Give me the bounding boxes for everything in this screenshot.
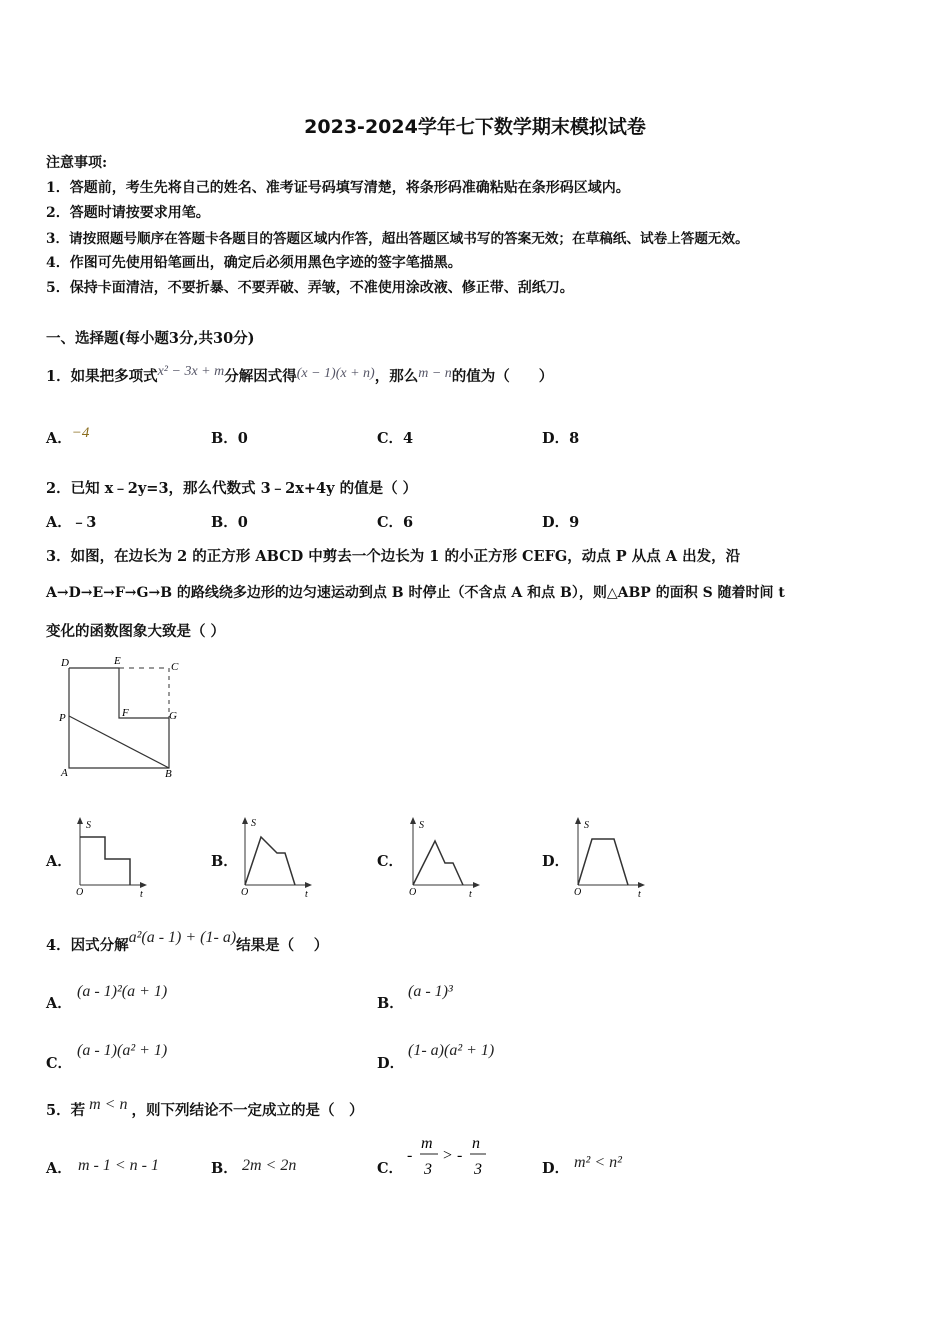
option-d-value: (1- a)(a² + 1) [408, 1042, 495, 1059]
option-value: ﹣3 [71, 514, 97, 531]
greater-sign: > [442, 1147, 453, 1164]
q4-text: 结果是（ ） [236, 937, 329, 954]
q1-text: ，那么 [374, 368, 419, 385]
option-a[interactable] [46, 992, 72, 1013]
option-c[interactable] [377, 511, 413, 532]
option-b[interactable] [377, 992, 404, 1013]
q1-text: 的值为（ ） [451, 368, 554, 385]
numerator-n: n [472, 1135, 480, 1152]
numerator-m: m [421, 1135, 433, 1152]
q1-factored: (x − 1)(x + n) [296, 366, 375, 381]
denominator: 3 [474, 1161, 482, 1178]
q5-text: 5．若 [46, 1102, 86, 1119]
option-a-value: m - 1 < n - 1 [78, 1157, 160, 1174]
option-b[interactable]: B． [211, 853, 238, 870]
option-value: 6 [403, 514, 414, 531]
axis-s-label: S [251, 818, 256, 829]
option-d[interactable] [542, 427, 579, 448]
option-value: 4 [403, 430, 414, 447]
origin-label: O [409, 887, 417, 898]
option-label: D． [542, 514, 570, 531]
option-value: 0 [237, 430, 248, 447]
minus-sign: - [407, 1147, 413, 1164]
option-label: C． [377, 1160, 404, 1177]
square-figure [55, 650, 195, 785]
option-a[interactable] [46, 511, 96, 532]
option-c-value: (a - 1)(a² + 1) [77, 1042, 168, 1059]
option-b[interactable] [211, 427, 248, 448]
option-label: B． [211, 430, 238, 447]
origin-label: O [241, 887, 249, 898]
option-label: A． [46, 430, 72, 447]
option-c[interactable] [377, 1157, 403, 1178]
label-b: B [165, 768, 172, 780]
label-c: C [171, 661, 179, 673]
option-a[interactable] [46, 427, 89, 448]
q5-text: ，则下列结论不一定成立的是（ ） [131, 1102, 364, 1119]
q4-text: 4．因式分解 [46, 937, 129, 954]
question-3-line: A→D→E→F→G→B 的路线绕多边形的边匀速运动到点 B 时停止（不含点 A 和点 B），则△ABP 的面积 S 随着时间 t [46, 585, 785, 601]
question-4 [46, 929, 329, 955]
option-a[interactable] [46, 1157, 72, 1178]
option-b[interactable] [211, 511, 248, 532]
question-5 [46, 1096, 364, 1120]
option-c[interactable] [46, 1052, 72, 1073]
option-c[interactable] [377, 427, 413, 448]
axis-s-label: S [86, 820, 91, 831]
option-value: 9 [569, 514, 580, 531]
option-value: 0 [237, 514, 248, 531]
option-d[interactable]: D． [542, 853, 570, 870]
q1-text: 1．如果把多项式 [46, 368, 158, 385]
label-e: E [114, 655, 121, 667]
option-label: C． [377, 430, 404, 447]
option-a-value: (a - 1)²(a + 1) [77, 983, 168, 1000]
option-d[interactable] [542, 1157, 569, 1178]
label-a: A [61, 767, 68, 779]
option-a[interactable]: A． [46, 853, 72, 870]
label-g: G [169, 710, 177, 722]
axis-s-label: S [419, 820, 424, 831]
option-value: 8 [569, 430, 580, 447]
option-label: A． [46, 1160, 72, 1177]
notice-item: 4．作图可先使用铅笔画出，确定后必须用黑色字迹的签字笔描黑。 [46, 255, 462, 271]
graph-a[interactable] [72, 815, 152, 900]
option-label: C． [46, 1055, 73, 1072]
axis-t-label: t [638, 889, 641, 900]
option-label: A． [46, 514, 72, 531]
option-b[interactable] [211, 1157, 238, 1178]
axis-t-label: t [305, 889, 308, 900]
q1-polynomial: x² − 3x + m [157, 364, 225, 379]
label-p: P [59, 712, 66, 724]
option-label: D． [542, 1160, 570, 1177]
option-b-value: 2m < 2n [242, 1157, 297, 1174]
page-title: 2023-2024学年七下数学期末模拟试卷 [304, 116, 646, 138]
option-d[interactable] [377, 1052, 404, 1073]
q4-expression: a²(a - 1) + (1- a) [128, 929, 237, 946]
denominator: 3 [424, 1161, 432, 1178]
label-d: D [61, 657, 69, 669]
question-3-line: 变化的函数图象大致是（ ） [46, 623, 226, 640]
origin-label: O [76, 887, 84, 898]
axis-s-label: S [584, 820, 589, 831]
option-label: B． [211, 514, 238, 531]
option-label: D． [542, 430, 570, 447]
notice-heading: 注意事项: [46, 155, 108, 171]
axis-t-label: t [469, 889, 472, 900]
section-heading: 一、选择题(每小题3分,共30分) [46, 330, 255, 347]
notice-item: 1．答题前，考生先将自己的姓名、准考证号码填写清楚，将条形码准确粘贴在条形码区域内。 [46, 180, 630, 196]
minus-sign: - [457, 1147, 463, 1164]
option-b-value: (a - 1)³ [408, 983, 453, 1000]
option-label: B． [211, 1160, 238, 1177]
option-d[interactable] [542, 511, 579, 532]
notice-item: 5．保持卡面清洁，不要折暴、不要弄破、弄皱，不准使用涂改液、修正带、刮纸刀。 [46, 280, 574, 296]
notice-item: 2．答题时请按要求用笔。 [46, 205, 210, 221]
origin-label: O [574, 887, 582, 898]
option-c[interactable]: C． [377, 853, 404, 870]
q1-text: 分解因式得 [224, 368, 297, 385]
option-value: −4 [71, 425, 90, 441]
option-label: A． [46, 995, 72, 1012]
question-1 [46, 365, 553, 386]
q1-expression: m − n [418, 366, 452, 381]
option-c-fraction [405, 1130, 495, 1182]
axis-t-label: t [140, 889, 143, 900]
question-2: 2．已知 x﹣2y=3，那么代数式 3﹣2x+4y 的值是（ ） [46, 480, 418, 497]
option-d-value: m² < n² [574, 1154, 622, 1171]
q5-condition: m < n [89, 1096, 128, 1113]
graph-d[interactable] [570, 815, 650, 900]
option-label: B． [377, 995, 404, 1012]
option-label: D． [377, 1055, 405, 1072]
question-3-line: 3．如图，在边长为 2 的正方形 ABCD 中剪去一个边长为 1 的小正方形 CEFG，动点 P 从点 A 出发，沿 [46, 548, 741, 565]
graph-c[interactable] [405, 815, 485, 900]
graph-b[interactable] [237, 815, 317, 900]
label-f: F [122, 707, 129, 719]
option-label: C． [377, 514, 404, 531]
notice-item: 3．请按照题号顺序在答题卡各题目的答题区域内作答，超出答题区域书写的答案无效；在草稿纸、试卷上答题无效。 [46, 231, 749, 247]
